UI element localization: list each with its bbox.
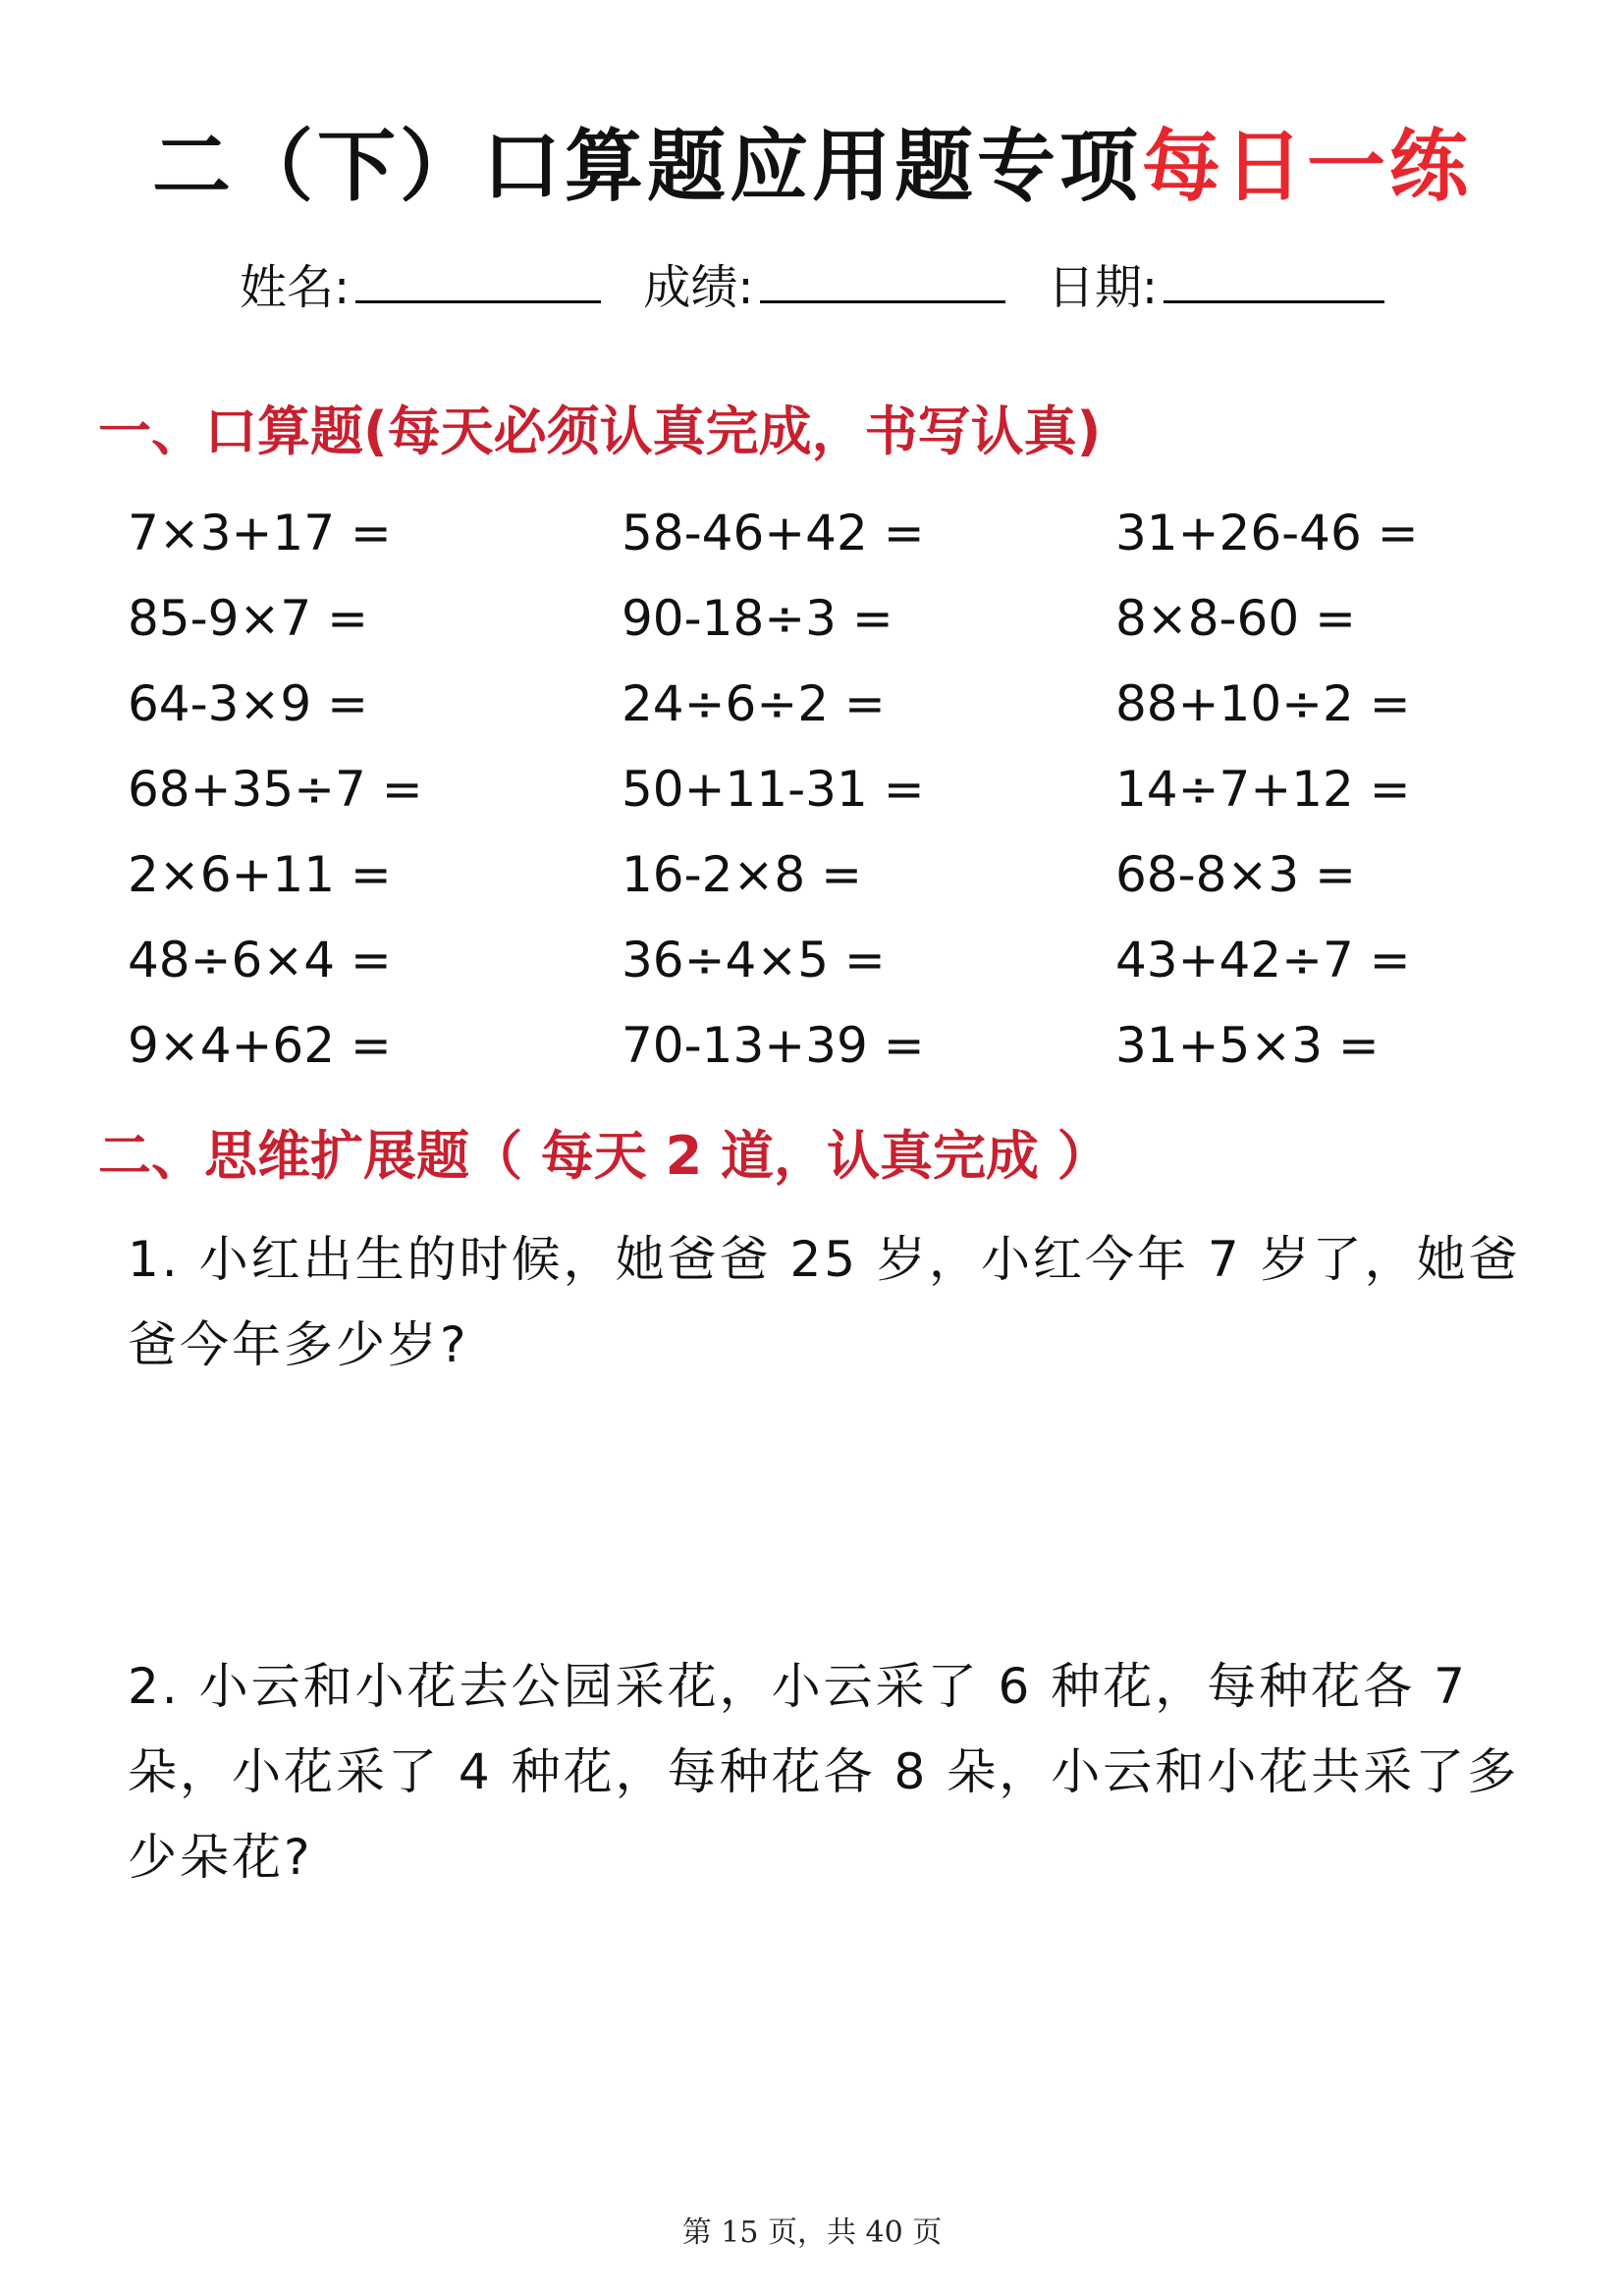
calc-item: 31+5×3 = [1115,1017,1380,1074]
calc-item: 50+11-31 = [622,761,925,818]
date-blank[interactable] [1164,261,1384,303]
date-label: 日期: [1047,260,1159,315]
date-field [1048,253,1384,322]
calc-item: 16-2×8 = [622,846,862,903]
calc-item: 36÷4×5 = [622,932,886,988]
word-problem-1: 1. 小红出生的时候，她爸爸 25 岁，小红今年 7 岁了，她爸爸今年多少岁? [128,1231,1521,1373]
calc-grid [128,491,1551,1089]
section2-heading: 二、思维扩展题（ 每天 2 道，认真完成 ） [98,1125,1110,1187]
calc-item: 90-18÷3 = [622,590,893,647]
score-field [643,253,1004,322]
calc-item: 85-9×7 = [128,590,368,647]
calc-item: 70-13+39 = [622,1017,925,1074]
calc-item: 68-8×3 = [1115,846,1356,903]
calc-item: 68+35÷7 = [128,761,423,818]
score-label: 成绩: [643,260,754,315]
section1-heading: 一、口算题(每天必须认真完成，书写认真) [98,400,1102,462]
title-main: 二（下）口算题应用题专项 [152,121,1142,212]
calc-item: 14÷7+12 = [1115,761,1411,818]
calc-item: 64-3×9 = [128,675,368,732]
calc-item: 2×6+11 = [128,846,392,903]
name-label: 姓名: [239,260,351,315]
calc-item: 8×8-60 = [1115,590,1356,647]
student-info-row [0,253,1624,322]
page-title [0,118,1624,216]
calc-item: 31+26-46 = [1115,505,1419,561]
calc-item: 88+10÷2 = [1115,675,1411,732]
calc-item: 24÷6÷2 = [622,675,886,732]
name-field [240,253,601,322]
calc-item: 58-46+42 = [622,505,925,561]
calc-item: 9×4+62 = [128,1017,392,1074]
calc-item: 7×3+17 = [128,505,392,561]
word-problem-2: 2. 小云和小花去公园采花，小云采了 6 种花，每种花各 7 朵，小花采了 4 种花，每种花各 8 朵，小云和小花共采了多少朵花? [128,1658,1520,1886]
title-highlight: 每日一练 [1142,121,1472,212]
page-number: 第 15 页，共 40 页 [681,2216,943,2250]
calc-item: 48÷6×4 = [128,932,392,988]
name-blank[interactable] [355,261,601,303]
calc-item: 43+42÷7 = [1115,932,1411,988]
score-blank[interactable] [760,261,1005,303]
